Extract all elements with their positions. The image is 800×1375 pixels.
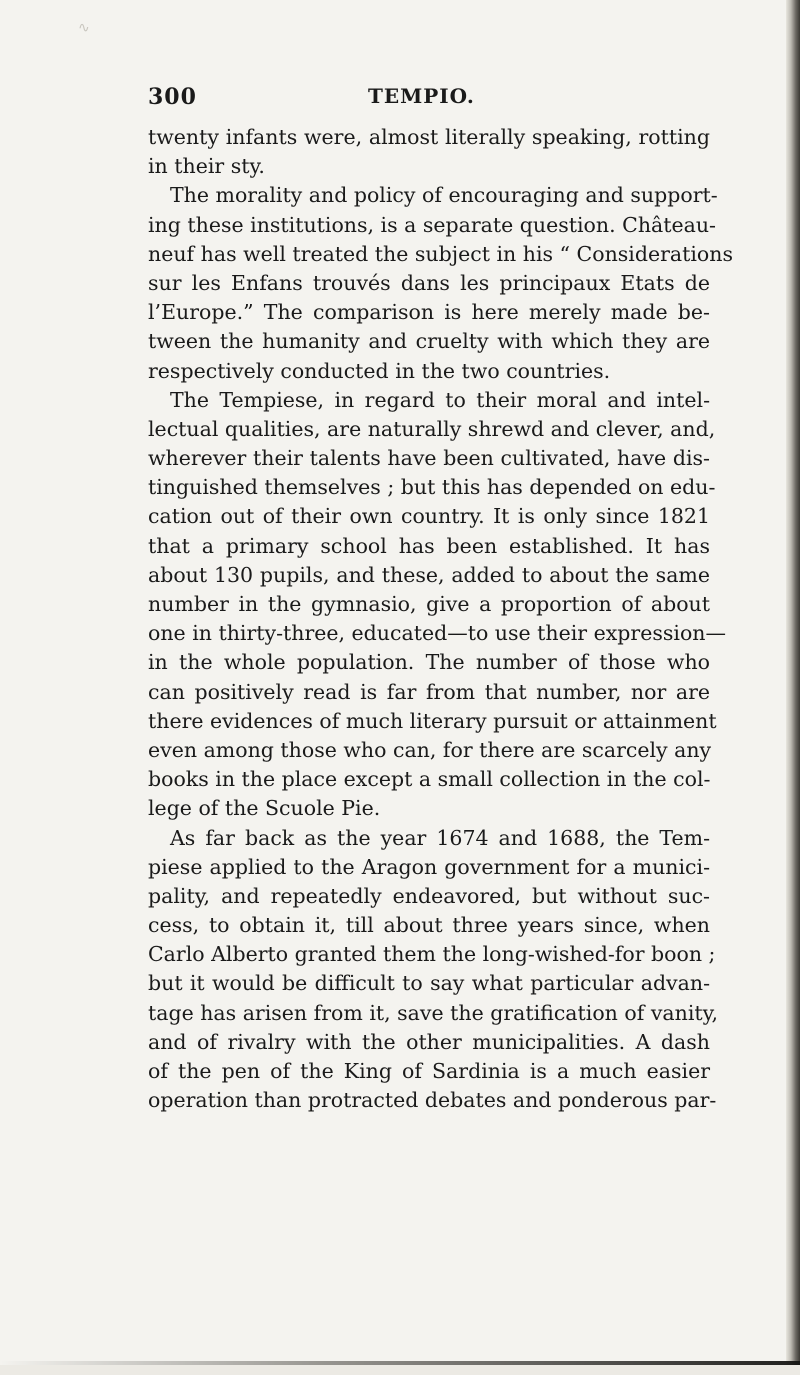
text-line: The Tempiese, in regard to their moral and intel-	[170, 387, 710, 412]
text-line: one in thirty-three, educated—to use their expression—	[148, 621, 727, 646]
text-line: in the whole population. The number of those who	[148, 650, 710, 675]
text-line: ing these institutions, is a separate question. Château-	[148, 212, 716, 237]
text-line: pality, and repeatedly endeavored, but without suc-	[148, 883, 710, 908]
corner-scan-mark: ∿	[78, 20, 90, 36]
text-line: of the pen of the King of Sardinia is a much easier	[148, 1059, 710, 1083]
text-line: respectively conducted in the two countries.	[148, 358, 611, 383]
running-head	[148, 84, 708, 114]
text-line: Carlo Alberto granted them the long-wished-for boon ;	[148, 942, 716, 967]
text-line: piese applied to the Aragon government for a munici-	[148, 854, 710, 879]
text-line: but it would be difficult to say what particular advan-	[148, 971, 710, 996]
page-edge-shadow	[786, 0, 800, 1375]
text-line: neuf has well treated the subject in his “ Considerations	[148, 241, 733, 266]
text-line: even among those who can, for there are scarcely any	[148, 737, 712, 762]
text-line: tinguished themselves ; but this has depended on edu-	[148, 475, 716, 500]
text-line: operation than protracted debates and ponderous par-	[148, 1088, 717, 1113]
text-line: about 130 pupils, and these, added to about the same	[148, 562, 710, 587]
text-line: lege of the Scuole Pie.	[148, 796, 381, 821]
text-line: there evidences of much literary pursuit or attainment	[148, 708, 717, 733]
text-line: The morality and policy of encouraging and support-	[170, 183, 718, 208]
text-line: wherever their talents have been cultivated, have dis-	[148, 446, 710, 471]
text-line: number in the gymnasio, give a proportion of about	[148, 592, 710, 616]
text-line: books in the place except a small collection in the col-	[148, 767, 711, 792]
text-line: in their sty.	[148, 154, 265, 179]
page-number: 300	[148, 84, 197, 110]
text-line: and of rivalry with the other municipalities. A dash	[148, 1029, 710, 1054]
page-bottom-fold	[0, 1365, 800, 1375]
text-line: twenty infants were, almost literally speaking, rotting	[148, 125, 710, 149]
text-line: sur les Enfans trouvés dans les principaux Etats de	[148, 270, 710, 295]
text-line: As far back as the year 1674 and 1688, the Tem-	[170, 825, 710, 850]
text-line: cess, to obtain it, till about three years since, when	[148, 913, 710, 938]
text-line: that a primary school has been established. It has	[148, 533, 710, 558]
text-line: tween the humanity and cruelty with which they are	[148, 329, 710, 354]
text-line: can positively read is far from that number, nor are	[148, 679, 710, 704]
body-text	[148, 123, 733, 1115]
text-line: tage has arisen from it, save the gratification of vanity,	[148, 1000, 719, 1025]
text-line: cation out of their own country. It is only since 1821	[148, 504, 710, 529]
running-title: TEMPIO.	[368, 84, 475, 108]
text-line: lectual qualities, are naturally shrewd and clever, and,	[148, 416, 716, 441]
text-line: l’Europe.” The comparison is here merely made be-	[148, 300, 710, 325]
